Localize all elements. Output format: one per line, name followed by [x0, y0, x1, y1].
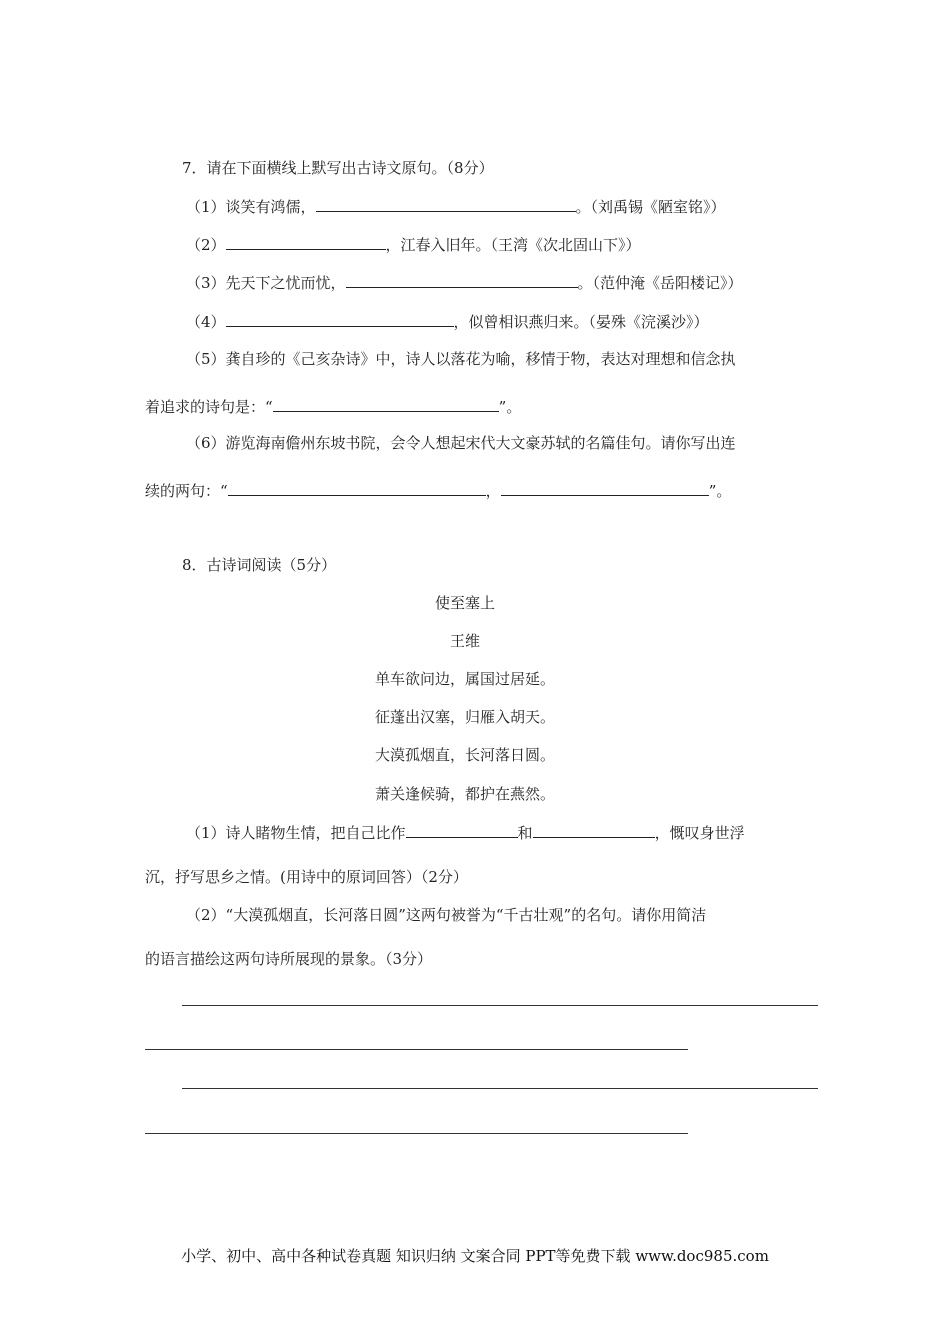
q7-item-6-pre: 续的两句：“: [145, 482, 228, 500]
q8-sub2-line2: 的语言描绘这两句诗所展现的景象。（3分）: [145, 950, 433, 968]
q7-item-6-blank-1[interactable]: [228, 480, 486, 496]
q7-item-3: [186, 272, 743, 293]
q8-sub1-mid: 和: [517, 824, 533, 842]
footer-text: 小学、初中、高中各种试卷真题 知识归纳 文案合同 PPT等免费下载 www.doc985.com: [181, 1247, 769, 1265]
poem-title: 使至塞上: [434, 594, 495, 612]
poem-author: 王维: [449, 632, 480, 650]
poem-line-2: 征蓬出汉塞，归雁入胡天。: [374, 708, 555, 726]
poem-line-3: 大漠孤烟直，长河落日圆。: [374, 746, 555, 764]
q7-item-1-blank[interactable]: [316, 196, 576, 212]
q7-item-6-mid: ，: [485, 482, 501, 500]
poem-line-1: 单车欲问边，属国过居延。: [374, 670, 555, 688]
q8-sub1-line2: 沉，抒写思乡之情。(用诗中的原词回答）（2分）: [145, 868, 468, 886]
q7-item-3-blank[interactable]: [346, 272, 578, 288]
q7-item-1: [186, 196, 726, 217]
answer-line-3[interactable]: [182, 1088, 818, 1089]
q7-item-1-post: 。（刘禹锡《陋室铭》）: [575, 198, 726, 216]
q7-item-3-pre: （3）先天下之忧而忧，: [186, 274, 346, 292]
q8-sub1-blank-1[interactable]: [406, 822, 518, 838]
q7-item-2-post: ，江春入旧年。（王湾《次北固山下》）: [385, 236, 641, 254]
q7-item-5-blank[interactable]: [273, 396, 499, 412]
q7-item-4-blank[interactable]: [226, 311, 454, 327]
q7-item-1-pre: （1）谈笑有鸿儒，: [186, 198, 316, 216]
q8-sub1-post: ，慨叹身世浮: [654, 824, 745, 842]
answer-line-1[interactable]: [182, 1005, 818, 1006]
q7-item-5-line1: （5）龚自珍的《己亥杂诗》中，诗人以落花为喻，移情于物，表达对理想和信念执: [186, 350, 736, 368]
q8-sub2-line1: （2）“大漠孤烟直，长河落日圆”这两句被誉为“千古壮观”的名句。请你用简洁: [186, 906, 707, 924]
q7-title: 7．请在下面横线上默写出古诗文原句。（8分）: [182, 159, 494, 177]
q8-sub1-line1: [186, 822, 745, 843]
q7-item-4: [186, 311, 709, 332]
q8-title: 8．古诗词阅读（5分）: [182, 556, 337, 574]
q7-item-5-line2: [145, 396, 521, 417]
q7-item-6-blank-2[interactable]: [501, 480, 709, 496]
q7-item-5-post: ”。: [498, 398, 522, 416]
q7-item-4-pre: （4）: [186, 313, 226, 331]
q7-item-2-pre: （2）: [186, 236, 226, 254]
q8-sub1-blank-2[interactable]: [533, 822, 655, 838]
answer-line-4[interactable]: [145, 1133, 688, 1134]
q7-item-4-post: ，似曾相识燕归来。（晏殊《浣溪沙》）: [453, 313, 709, 331]
q8-sub1-pre: （1）诗人睹物生情，把自己比作: [186, 824, 406, 842]
q7-item-6-post: ”。: [708, 482, 732, 500]
q7-item-2-blank[interactable]: [226, 234, 386, 250]
q7-item-3-post: 。（范仲淹《岳阳楼记》）: [577, 274, 743, 292]
answer-line-2[interactable]: [145, 1049, 688, 1050]
q7-item-2: [186, 234, 641, 255]
q7-item-6-line2: [145, 480, 731, 501]
q7-item-6-line1: （6）游览海南儋州东坡书院，会令人想起宋代大文豪苏轼的名篇佳句。请你写出连: [186, 434, 736, 452]
q7-item-5-pre: 着追求的诗句是：“: [145, 398, 273, 416]
poem-line-4: 萧关逢候骑，都护在燕然。: [374, 785, 555, 803]
